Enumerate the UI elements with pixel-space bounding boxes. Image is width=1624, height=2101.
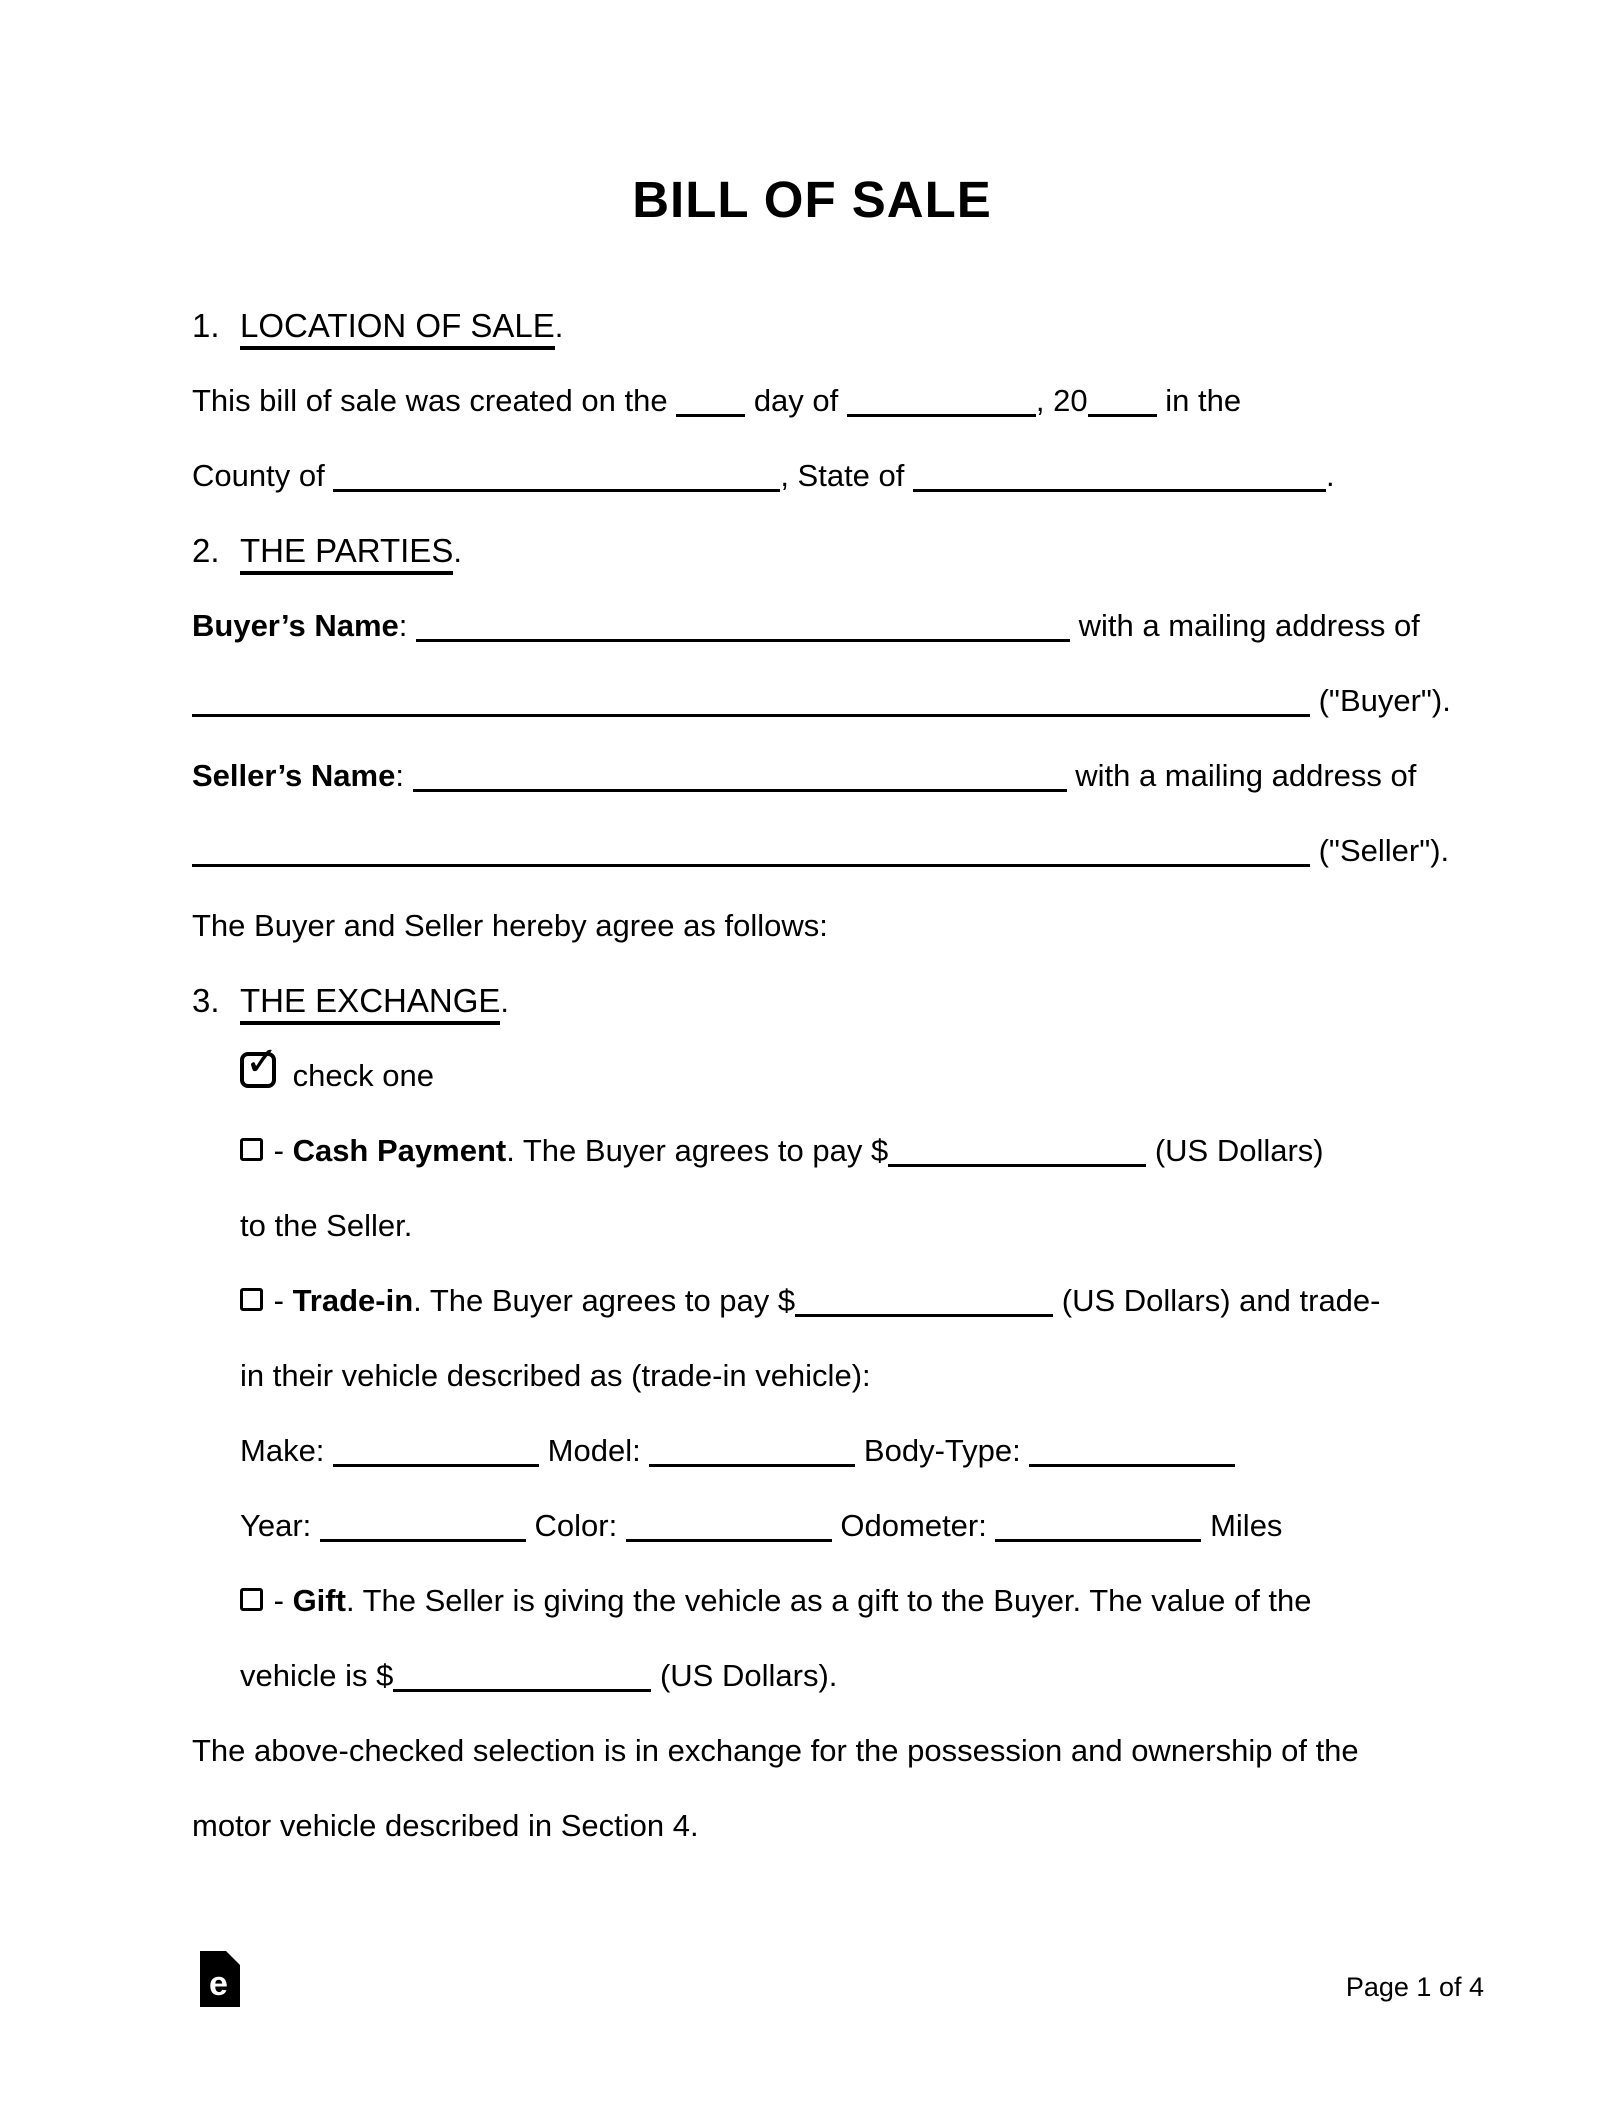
text-run: The above-checked selection is in exchange for the possession and ownership of the [192, 1733, 1359, 1768]
blank-field[interactable] [393, 1685, 651, 1692]
doc-line [0, 588, 1624, 663]
blank-field[interactable] [626, 1535, 832, 1542]
bold-label: Trade-in [292, 1283, 414, 1318]
doc-line [0, 963, 1624, 1038]
text-run: This bill of sale was created on the [192, 383, 677, 418]
text-run: The Buyer and Seller hereby agree as follows: [192, 908, 828, 943]
text-run: to the Seller. [240, 1208, 413, 1243]
blank-field[interactable] [795, 1310, 1053, 1317]
text-run: day of [745, 383, 847, 418]
doc-line [0, 1488, 1624, 1563]
doc-line [0, 1713, 1624, 1788]
blank-field[interactable] [1088, 410, 1157, 417]
text-run: (US Dollars). [651, 1658, 838, 1693]
text-run: . [1326, 458, 1335, 493]
section-heading: THE EXCHANGE [240, 982, 500, 1025]
text-run: - [265, 1283, 293, 1318]
text-run: : [398, 608, 417, 643]
doc-line [0, 513, 1624, 588]
eforms-logo-icon [200, 1951, 240, 2007]
doc-line [0, 663, 1624, 738]
svg-text:e: e [209, 1965, 228, 2003]
blank-field[interactable] [192, 860, 1310, 867]
blank-field[interactable] [416, 635, 1070, 642]
text-run: Body-Type: [855, 1433, 1030, 1468]
doc-line [0, 288, 1624, 363]
blank-field[interactable] [333, 485, 780, 492]
check-icon: ✓ [245, 1039, 279, 1085]
document-title: BILL OF SALE [632, 171, 992, 228]
text-run: Color: [525, 1508, 626, 1543]
blank-field[interactable] [913, 485, 1326, 492]
text-run: check one [284, 1058, 434, 1093]
blank-field[interactable] [192, 710, 1310, 717]
text-run: . The Seller is giving the vehicle as a gift to the Buyer. The value of the [345, 1583, 1312, 1618]
blank-field[interactable] [1029, 1460, 1235, 1467]
blank-field[interactable] [649, 1460, 855, 1467]
bold-label: Buyer’s Name [192, 608, 399, 643]
section-number: 2. [192, 532, 220, 569]
text-run: County of [192, 458, 334, 493]
blank-field[interactable] [413, 785, 1067, 792]
text-run: Year: [240, 1508, 320, 1543]
text-run: - [265, 1583, 293, 1618]
text-run: Model: [539, 1433, 650, 1468]
blank-field[interactable] [847, 410, 1036, 417]
blank-field[interactable] [320, 1535, 526, 1542]
text-run: . [554, 309, 564, 344]
doc-line [0, 1563, 1624, 1638]
bold-label: Cash Payment [292, 1133, 507, 1168]
text-run: ("Seller"). [1310, 833, 1450, 868]
text-run: in the [1156, 383, 1242, 418]
text-run: motor vehicle described in Section 4. [192, 1808, 699, 1843]
blank-field[interactable] [888, 1160, 1146, 1167]
doc-line [0, 1263, 1624, 1338]
doc-line [0, 1788, 1624, 1863]
doc-line [0, 813, 1624, 888]
document-body [0, 288, 1624, 1863]
text-run: . [500, 984, 509, 1019]
text-run: with a mailing address of [1070, 608, 1420, 643]
page-number: Page 1 of 4 [1345, 1972, 1484, 2002]
text-run: . [453, 534, 462, 569]
doc-line [0, 363, 1624, 438]
text-run: Miles [1201, 1508, 1283, 1543]
text-run: in their vehicle described as (trade-in vehicle): [240, 1358, 871, 1393]
blank-field[interactable] [676, 410, 745, 417]
section-number: 1. [192, 307, 220, 344]
doc-line [0, 1638, 1624, 1713]
text-run: . The Buyer agrees to pay $ [506, 1133, 889, 1168]
doc-line [0, 438, 1624, 513]
doc-line [0, 1113, 1624, 1188]
blank-field[interactable] [995, 1535, 1201, 1542]
doc-line [0, 1188, 1624, 1263]
text-run: vehicle is $ [240, 1658, 394, 1693]
bold-label: Seller’s Name [192, 758, 396, 793]
blank-field[interactable] [333, 1460, 539, 1467]
doc-line [0, 1413, 1624, 1488]
text-run: (US Dollars) [1146, 1133, 1324, 1168]
text-run: (US Dollars) and trade- [1053, 1283, 1381, 1318]
doc-line [0, 1338, 1624, 1413]
text-run: Odometer: [831, 1508, 996, 1543]
text-run: , State of [780, 458, 914, 493]
section-heading: THE PARTIES [240, 532, 453, 575]
doc-line [0, 1038, 1624, 1113]
section-number: 3. [192, 982, 220, 1019]
bold-label: Gift [292, 1583, 346, 1618]
checkbox-unchecked[interactable] [240, 1138, 263, 1161]
text-run: - [265, 1133, 293, 1168]
text-run: , 20 [1035, 383, 1088, 418]
text-run: Make: [240, 1433, 334, 1468]
text-run: ("Buyer"). [1310, 683, 1451, 718]
checkbox-checked[interactable] [240, 1039, 279, 1088]
doc-line [0, 738, 1624, 813]
text-run: : [395, 758, 413, 793]
text-run: with a mailing address of [1066, 758, 1417, 793]
doc-line [0, 888, 1624, 963]
text-run: . The Buyer agrees to pay $ [413, 1283, 796, 1318]
section-heading: LOCATION OF SALE [240, 307, 555, 350]
checkbox-unchecked[interactable] [240, 1288, 263, 1311]
checkbox-unchecked[interactable] [240, 1588, 263, 1611]
